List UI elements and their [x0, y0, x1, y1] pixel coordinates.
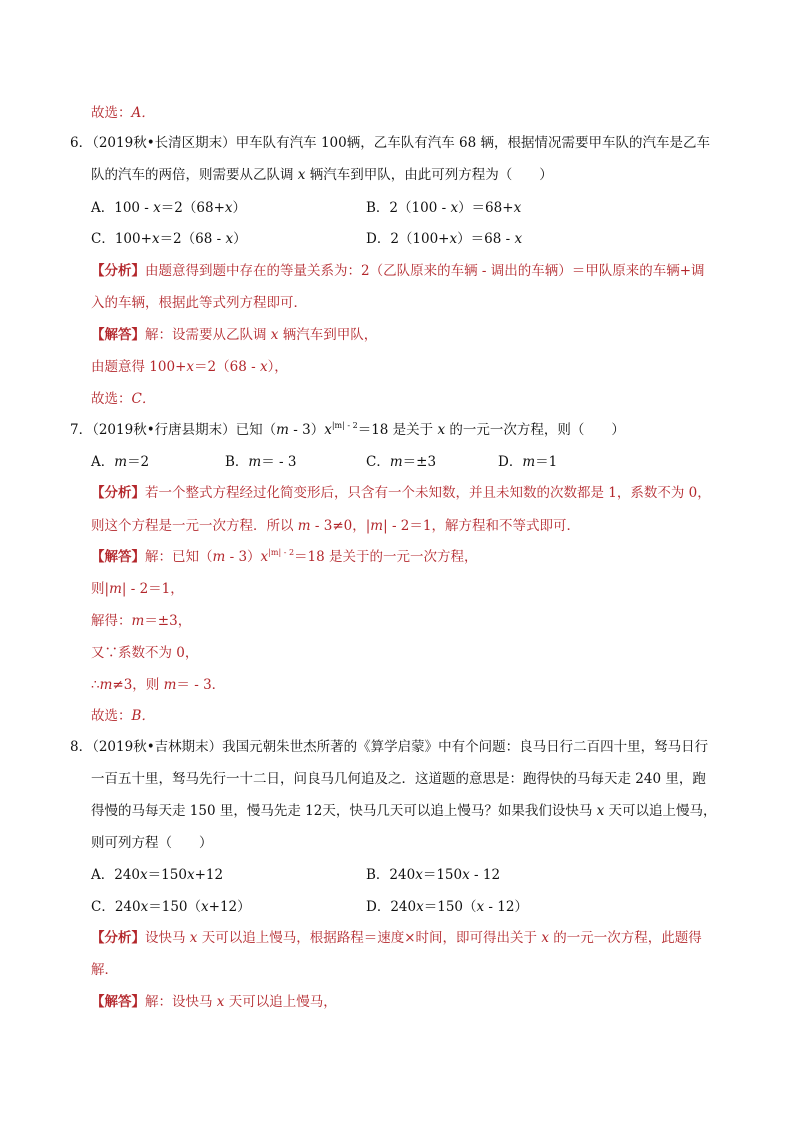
- solution-text: 辆汽车到甲队，: [278, 327, 378, 343]
- solution-tag: 【解答】: [91, 327, 145, 343]
- var-x: x: [151, 231, 160, 247]
- question-number: 7．: [70, 422, 93, 438]
- stem-text: - 3）: [288, 422, 325, 438]
- option-label: D．: [366, 899, 391, 915]
- q8-option-a: [91, 866, 223, 884]
- stem-text: ＝18 是关于: [357, 422, 438, 438]
- q6-analysis-line-1: [91, 262, 705, 280]
- option-text: ＝1: [535, 454, 558, 470]
- option-text: 2（100 -: [389, 200, 451, 216]
- var-m: m: [370, 518, 384, 534]
- option-text: ＝2: [127, 454, 150, 470]
- var-x: x: [224, 200, 233, 216]
- solution-text: 则|: [91, 581, 110, 597]
- stem-text: 辆汽车到甲队，由此可列方程为（ ）: [305, 167, 553, 183]
- solution-tag: 【解答】: [91, 994, 145, 1010]
- solution-tag: 【解答】: [91, 549, 145, 565]
- solution-text: ＝2（68 -: [194, 359, 260, 375]
- analysis-text: 若一个整式方程经过化简变形后，只含有一个未知数，并且未知数的次数都是 1，系数不为 0，: [145, 485, 711, 501]
- q7-option-a: [91, 453, 149, 471]
- conclusion-prefix: 故选：: [91, 105, 132, 121]
- analysis-tag: 【分析】: [91, 930, 145, 946]
- option-text: - 12）: [484, 899, 528, 915]
- option-text: - 12: [469, 867, 501, 883]
- question-source: （2019秋•吉林期末）: [92, 739, 223, 755]
- stem-text: 甲车队有汽车 100辆，乙车队有汽车 68 辆，根据情况需要甲车队的汽车是乙车: [235, 135, 710, 151]
- option-text: 240: [390, 899, 417, 915]
- q7-option-d: [498, 453, 557, 471]
- analysis-text: 入的车辆，根据此等式列方程即可．: [91, 295, 307, 311]
- q8-stem-line-3: [91, 802, 717, 820]
- var-m: m: [99, 677, 113, 693]
- var-x: x: [449, 231, 458, 247]
- var-x: x: [270, 327, 279, 343]
- option-label: A．: [91, 200, 115, 216]
- analysis-text: 解．: [91, 962, 118, 978]
- q8-analysis-line-2: [91, 961, 118, 979]
- question-source: （2019秋•行唐县期末）: [92, 422, 236, 438]
- solution-text: ≠3，则: [112, 677, 164, 693]
- var-x: x: [201, 899, 209, 915]
- solution-text: 解：已知（: [145, 549, 213, 565]
- q7-solution-line-2: [91, 580, 184, 598]
- analysis-text: | - 2＝1，解方程和不等式即可．: [383, 518, 580, 534]
- option-text: ＝2（68 -: [159, 231, 226, 247]
- solution-text: | - 2＝1，: [121, 581, 184, 597]
- var-x: x: [260, 549, 269, 565]
- analysis-text: 天可以追上慢马，根据路程＝速度×时间，即可得出关于: [197, 930, 542, 946]
- option-label: C．: [366, 454, 390, 470]
- q7-solution-line-4: [91, 644, 198, 662]
- q8-stem-line-1: [70, 738, 708, 756]
- option-text: ）: [233, 231, 247, 247]
- option-text: ＝150: [422, 867, 463, 883]
- solution-text: 天可以追上慢马，: [224, 994, 337, 1010]
- stem-text: 的一元一次方程，则（ ）: [445, 422, 625, 438]
- option-text: 2（100+: [390, 231, 450, 247]
- var-m: m: [212, 549, 226, 565]
- var-x: x: [259, 359, 268, 375]
- option-text: ＝150: [147, 867, 187, 883]
- conclusion-answer: A．: [131, 105, 155, 121]
- option-text: ＝150（: [423, 899, 477, 915]
- analysis-text: 的一元一次方程，此题得: [548, 930, 702, 946]
- var-m: m: [131, 613, 145, 629]
- option-text: ＝ - 3: [261, 454, 297, 470]
- var-m: m: [522, 454, 536, 470]
- analysis-text: 由题意得到题中存在的等量关系为：2（乙队原来的车辆 - 调出的车辆）＝甲队原来的车辆+调: [145, 263, 705, 279]
- q6-option-d: [366, 230, 522, 248]
- option-text: +12: [194, 867, 224, 883]
- solution-text: ∴: [91, 677, 100, 693]
- var-x: x: [450, 200, 459, 216]
- solution-text: 又∵系数不为 0，: [91, 645, 199, 661]
- q8-stem-line-2: [91, 770, 706, 788]
- stem-text: 队的汽车的两倍，则需要从乙队调: [91, 167, 298, 183]
- stem-text: 天可以追上慢马，: [604, 803, 717, 819]
- stem-text: 我国元朝朱世杰所著的《算学启蒙》中有个问题：良马日行二百四十里，驽马日行: [222, 739, 709, 755]
- stem-text: 一百五十里，驽马先行一十二日，问良马几何追及之．这道题的意思是：跑得快的马每天走 240 里，跑: [91, 771, 706, 787]
- q8-option-c: [91, 898, 251, 916]
- conclusion-answer: B．: [131, 708, 155, 724]
- option-label: B．: [366, 200, 390, 216]
- q6-option-c: [91, 230, 247, 248]
- q6-stem-line-1: [70, 134, 710, 152]
- var-x: x: [462, 867, 470, 883]
- var-x: x: [225, 231, 234, 247]
- q7-option-c: [366, 453, 436, 471]
- q6-conclusion: [91, 390, 155, 408]
- var-x: x: [541, 930, 549, 946]
- solution-text: ＝ - 3．: [176, 677, 226, 693]
- option-text: ）＝68+: [458, 200, 514, 216]
- option-label: B．: [366, 867, 390, 883]
- var-m: m: [163, 677, 177, 693]
- analysis-tag: 【分析】: [91, 263, 145, 279]
- option-text: 240: [114, 899, 141, 915]
- option-text: 100+: [114, 231, 152, 247]
- analysis-text: 则这个方程是一元一次方程．所以: [91, 518, 298, 534]
- option-label: D．: [498, 454, 523, 470]
- q6-analysis-line-2: [91, 294, 307, 312]
- option-text: ＝2（68+: [160, 200, 225, 216]
- stem-text: 已知（: [235, 422, 277, 438]
- solution-text: ＝±3，: [144, 613, 192, 629]
- var-x: x: [514, 231, 523, 247]
- solution-text: 解：设快马: [145, 994, 217, 1010]
- q6-stem-line-2: [91, 166, 553, 184]
- option-label: B．: [225, 454, 249, 470]
- q8-solution-line-1: [91, 993, 337, 1011]
- stem-text: 则可列方程（ ）: [91, 835, 213, 851]
- var-m: m: [297, 518, 311, 534]
- var-x: x: [476, 899, 485, 915]
- option-text: 240: [389, 867, 416, 883]
- q8-option-d: [366, 898, 528, 916]
- var-x: x: [596, 803, 605, 819]
- var-x: x: [513, 200, 522, 216]
- var-x: x: [140, 899, 149, 915]
- question-number: 8．: [70, 739, 93, 755]
- var-x: x: [324, 422, 332, 438]
- var-x: x: [437, 422, 446, 438]
- q8-option-b: [366, 866, 500, 884]
- conclusion-prefix: 故选：: [91, 708, 132, 724]
- var-x: x: [416, 899, 424, 915]
- q6-option-b: [366, 199, 521, 217]
- option-text: ）: [232, 200, 247, 216]
- var-x: x: [297, 167, 306, 183]
- solution-text: 由题意得: [91, 359, 150, 375]
- solution-text: - 3）: [225, 549, 261, 565]
- analysis-text: 设快马: [145, 930, 190, 946]
- option-text: 100 -: [114, 200, 154, 216]
- var-m: m: [389, 454, 403, 470]
- conclusion-answer: C．: [131, 391, 156, 407]
- question-number: 6．: [70, 135, 93, 151]
- var-m: m: [248, 454, 262, 470]
- option-label: C．: [91, 231, 115, 247]
- var-m: m: [114, 454, 128, 470]
- var-x: x: [186, 867, 195, 883]
- option-text: ）＝68 -: [457, 231, 515, 247]
- exponent: |m| - 2: [268, 548, 295, 557]
- var-x: x: [216, 994, 225, 1010]
- analysis-tag: 【分析】: [91, 485, 145, 501]
- q6-option-a: [91, 199, 246, 217]
- conclusion-prefix: 故选：: [91, 391, 132, 407]
- option-text: ＝150（: [148, 899, 202, 915]
- q8-analysis-line-1: [91, 929, 702, 947]
- q7-analysis-line-2: [91, 517, 580, 535]
- option-label: A．: [91, 454, 115, 470]
- var-x: x: [189, 930, 198, 946]
- q8-stem-line-4: [91, 834, 213, 852]
- solution-text: ＝18 是关于的一元一次方程，: [294, 549, 478, 565]
- option-text: +12）: [208, 899, 251, 915]
- solution-text: 解：设需要从乙队调: [145, 327, 271, 343]
- question-source: （2019秋•长清区期末）: [92, 135, 236, 151]
- option-text: ＝±3: [402, 454, 437, 470]
- q7-solution-line-5: [91, 676, 225, 694]
- q7-conclusion: [91, 707, 155, 725]
- solution-text: ），: [267, 359, 288, 375]
- q7-option-b: [225, 453, 296, 471]
- q7-analysis-line-1: [91, 484, 711, 502]
- var-x: x: [140, 867, 148, 883]
- var-x: x: [153, 200, 161, 216]
- option-label: C．: [91, 899, 115, 915]
- option-label: D．: [366, 231, 391, 247]
- q6-solution-line-1: [91, 326, 377, 344]
- var-x: x: [415, 867, 423, 883]
- stem-text: 得慢的马每天走 150 里，慢马先走 12天，快马几天可以追上慢马？如果我们设快马: [91, 803, 597, 819]
- q7-solution-line-3: [91, 612, 191, 630]
- option-label: A．: [91, 867, 115, 883]
- option-text: 240: [114, 867, 141, 883]
- analysis-text: - 3≠0，|: [310, 518, 371, 534]
- var-x: x: [186, 359, 195, 375]
- solution-text: 解得：: [91, 613, 132, 629]
- exponent: |m| - 2: [331, 421, 358, 430]
- q7-solution-line-1: [91, 548, 478, 566]
- solution-text: 100+: [149, 359, 187, 375]
- q5-conclusion: [91, 104, 155, 122]
- var-m: m: [276, 422, 289, 438]
- var-m: m: [109, 581, 122, 597]
- q7-stem: [70, 421, 625, 439]
- q6-solution-line-2: [91, 358, 288, 376]
